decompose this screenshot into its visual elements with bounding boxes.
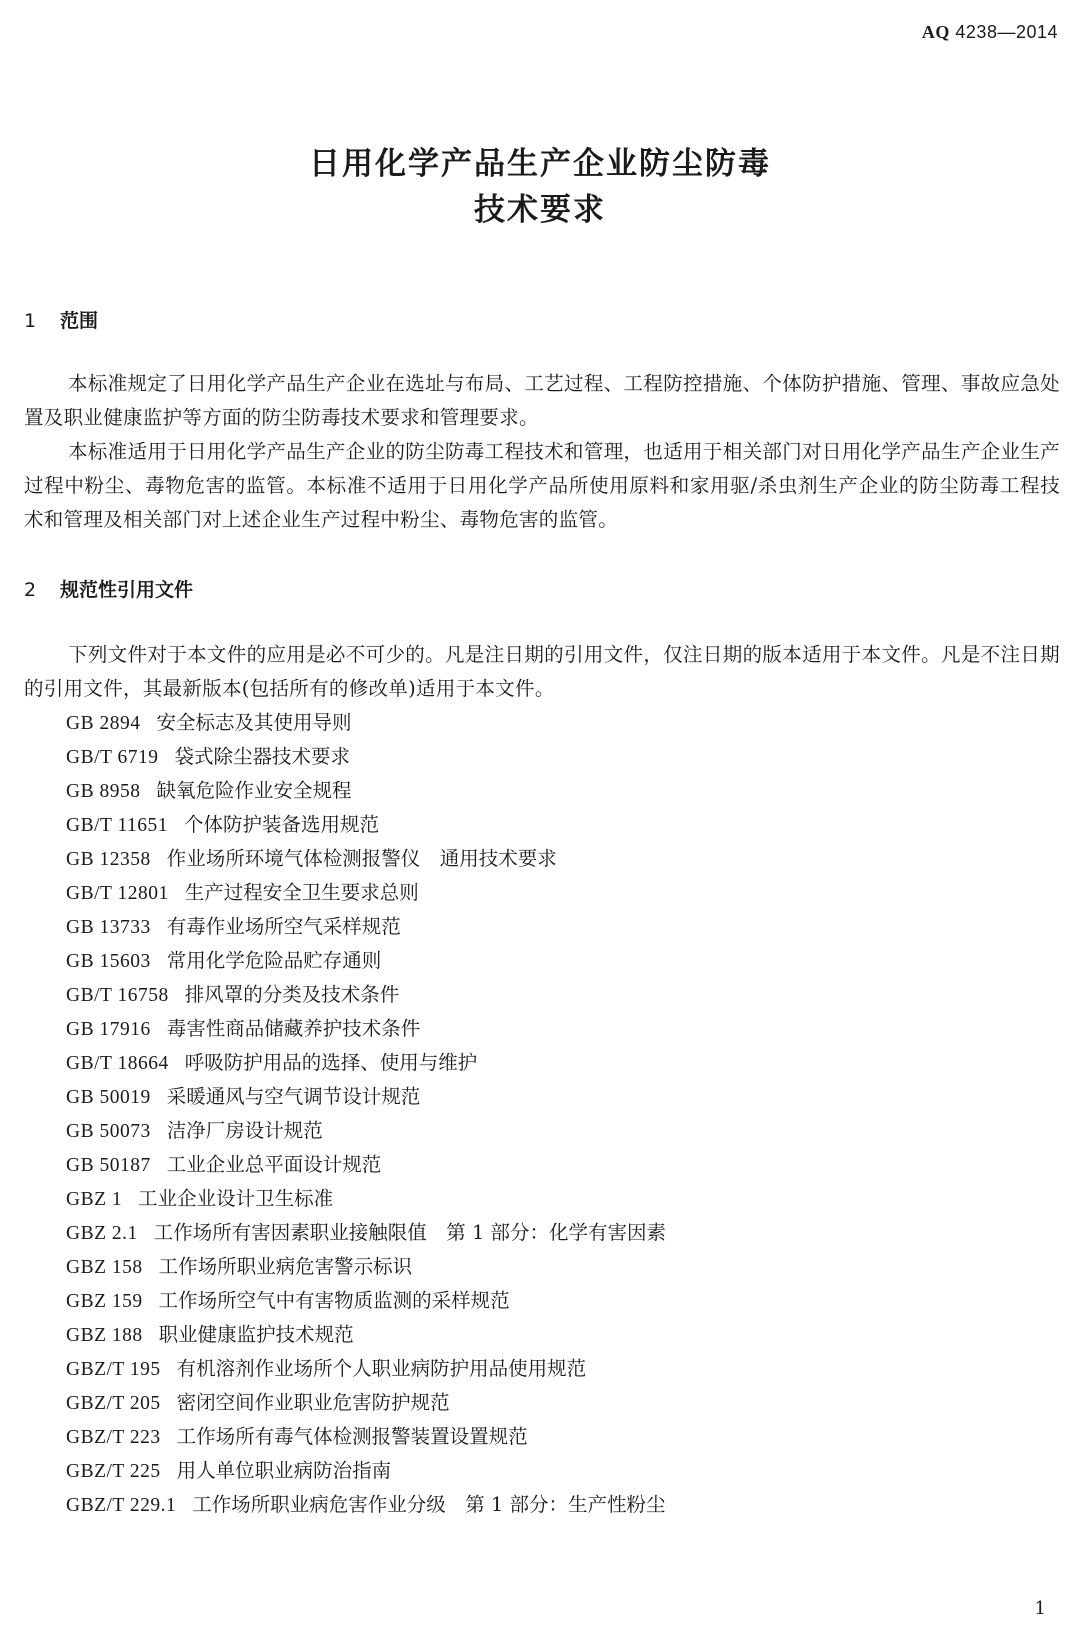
reference-code: GB/T 6719 — [66, 747, 159, 768]
reference-item — [66, 774, 666, 808]
reference-title: 有机溶剂作业场所个人职业病防护用品使用规范 — [176, 1357, 587, 1380]
reference-title: 职业健康监护技术规范 — [158, 1323, 354, 1346]
standard-prefix: AQ — [921, 22, 950, 42]
reference-code: GB 17916 — [66, 1019, 151, 1040]
reference-title: 工作场所职业病危害警示标识 — [158, 1255, 413, 1278]
reference-code: GBZ 159 — [66, 1291, 143, 1312]
scope-paragraph-1: 本标准规定了日用化学产品生产企业在选址与布局、工艺过程、工程防控措施、个体防护措施、管理、事故应急处置及职业健康监护等方面的防尘防毒技术要求和管理要求。 — [24, 372, 1060, 429]
reference-item — [66, 1012, 666, 1046]
reference-title: 常用化学危险品贮存通则 — [166, 949, 382, 972]
reference-title: 工作场所有害因素职业接触限值 第 1 部分：化学有害因素 — [153, 1221, 667, 1244]
reference-code: GBZ/T 205 — [66, 1393, 161, 1414]
scope-paragraph-2: 本标准适用于日用化学产品生产企业的防尘防毒工程技术和管理，也适用于相关部门对日用化学产品生产企业生产过程中粉尘、毒物危害的监管。本标准不适用于日用化学产品所使用原料和家用驱/杀虫剂生产企业的防尘防毒工程技术和管理及相关部门对上述企业生产过程中粉尘、毒物危害的监管。 — [24, 440, 1060, 531]
reference-item — [66, 1488, 666, 1522]
reference-code: GB 15603 — [66, 951, 151, 972]
reference-item — [66, 1216, 666, 1250]
reference-title: 呼吸防护用品的选择、使用与维护 — [184, 1051, 478, 1074]
reference-title: 生产过程安全卫生要求总则 — [184, 881, 419, 904]
reference-code: GB/T 18664 — [66, 1053, 169, 1074]
reference-title: 工作场所空气中有害物质监测的采样规范 — [158, 1289, 510, 1312]
reference-code: GB 50073 — [66, 1121, 151, 1142]
reference-item — [66, 1080, 666, 1114]
reference-item — [66, 1182, 666, 1216]
reference-item — [66, 1114, 666, 1148]
reference-item — [66, 910, 666, 944]
reference-title: 有毒作业场所空气采样规范 — [166, 915, 401, 938]
reference-title: 工业企业设计卫生标准 — [138, 1187, 334, 1210]
reference-title: 采暖通风与空气调节设计规范 — [166, 1085, 421, 1108]
reference-item — [66, 1420, 666, 1454]
reference-title: 工作场所职业病危害作业分级 第 1 部分：生产性粉尘 — [192, 1493, 666, 1516]
reference-code: GB/T 12801 — [66, 883, 169, 904]
standard-number: 4238—2014 — [955, 22, 1058, 42]
reference-item — [66, 978, 666, 1012]
reference-title: 工业企业总平面设计规范 — [166, 1153, 382, 1176]
reference-item — [66, 740, 666, 774]
section-heading-scope — [24, 306, 98, 333]
section-heading-normative-references — [24, 575, 193, 602]
reference-title: 洁净厂房设计规范 — [166, 1119, 323, 1142]
reference-list — [66, 706, 666, 1522]
reference-code: GB 50019 — [66, 1087, 151, 1108]
reference-title: 作业场所环境气体检测报警仪 通用技术要求 — [166, 847, 557, 870]
reference-code: GBZ 2.1 — [66, 1223, 138, 1244]
reference-code: GBZ/T 225 — [66, 1461, 161, 1482]
reference-code: GBZ 1 — [66, 1189, 123, 1210]
reference-code: GBZ/T 223 — [66, 1427, 161, 1448]
reference-item — [66, 1284, 666, 1318]
reference-item — [66, 944, 666, 978]
section-title: 规范性引用文件 — [60, 579, 194, 601]
reference-code: GBZ 188 — [66, 1325, 143, 1346]
reference-item — [66, 1386, 666, 1420]
reference-item — [66, 706, 666, 740]
reference-code: GB 50187 — [66, 1155, 151, 1176]
reference-title: 工作场所有毒气体检测报警装置设置规范 — [176, 1425, 528, 1448]
reference-title: 缺氧危险作业安全规程 — [156, 779, 352, 802]
reference-item — [66, 1352, 666, 1386]
reference-title: 个体防护装备选用规范 — [183, 813, 379, 836]
reference-item — [66, 1046, 666, 1080]
reference-title: 毒害性商品储藏养护技术条件 — [166, 1017, 421, 1040]
reference-code: GBZ/T 195 — [66, 1359, 161, 1380]
reference-title: 密闭空间作业职业危害防护规范 — [176, 1391, 450, 1414]
section-number: 2 — [24, 579, 37, 601]
reference-item — [66, 808, 666, 842]
reference-code: GB/T 11651 — [66, 815, 168, 836]
reference-title: 袋式除尘器技术要求 — [174, 745, 350, 768]
reference-item — [66, 1250, 666, 1284]
reference-code: GB 8958 — [66, 781, 141, 802]
reference-code: GB 12358 — [66, 849, 151, 870]
standard-code — [922, 22, 1058, 43]
document-title-line1: 日用化学产品生产企业防尘防毒 — [309, 146, 771, 182]
reference-code: GB/T 16758 — [66, 985, 169, 1006]
reference-code: GBZ 158 — [66, 1257, 143, 1278]
reference-code: GB 2894 — [66, 713, 141, 734]
document-title-line2: 技术要求 — [474, 192, 606, 228]
reference-item — [66, 1148, 666, 1182]
reference-title: 排风罩的分类及技术条件 — [184, 983, 400, 1006]
page-number: 1 — [1034, 1598, 1046, 1619]
section-title: 范围 — [60, 310, 99, 332]
section-number: 1 — [24, 310, 37, 332]
reference-code: GBZ/T 229.1 — [66, 1495, 177, 1516]
reference-title: 安全标志及其使用导则 — [156, 711, 352, 734]
reference-item — [66, 876, 666, 910]
reference-item — [66, 842, 666, 876]
references-intro-paragraph: 下列文件对于本文件的应用是必不可少的。凡是注日期的引用文件，仅注日期的版本适用于本文件。凡是不注日期的引用文件，其最新版本(包括所有的修改单)适用于本文件。 — [24, 643, 1060, 700]
reference-item — [66, 1454, 666, 1488]
reference-code: GB 13733 — [66, 917, 151, 938]
reference-title: 用人单位职业病防治指南 — [176, 1459, 392, 1482]
reference-item — [66, 1318, 666, 1352]
